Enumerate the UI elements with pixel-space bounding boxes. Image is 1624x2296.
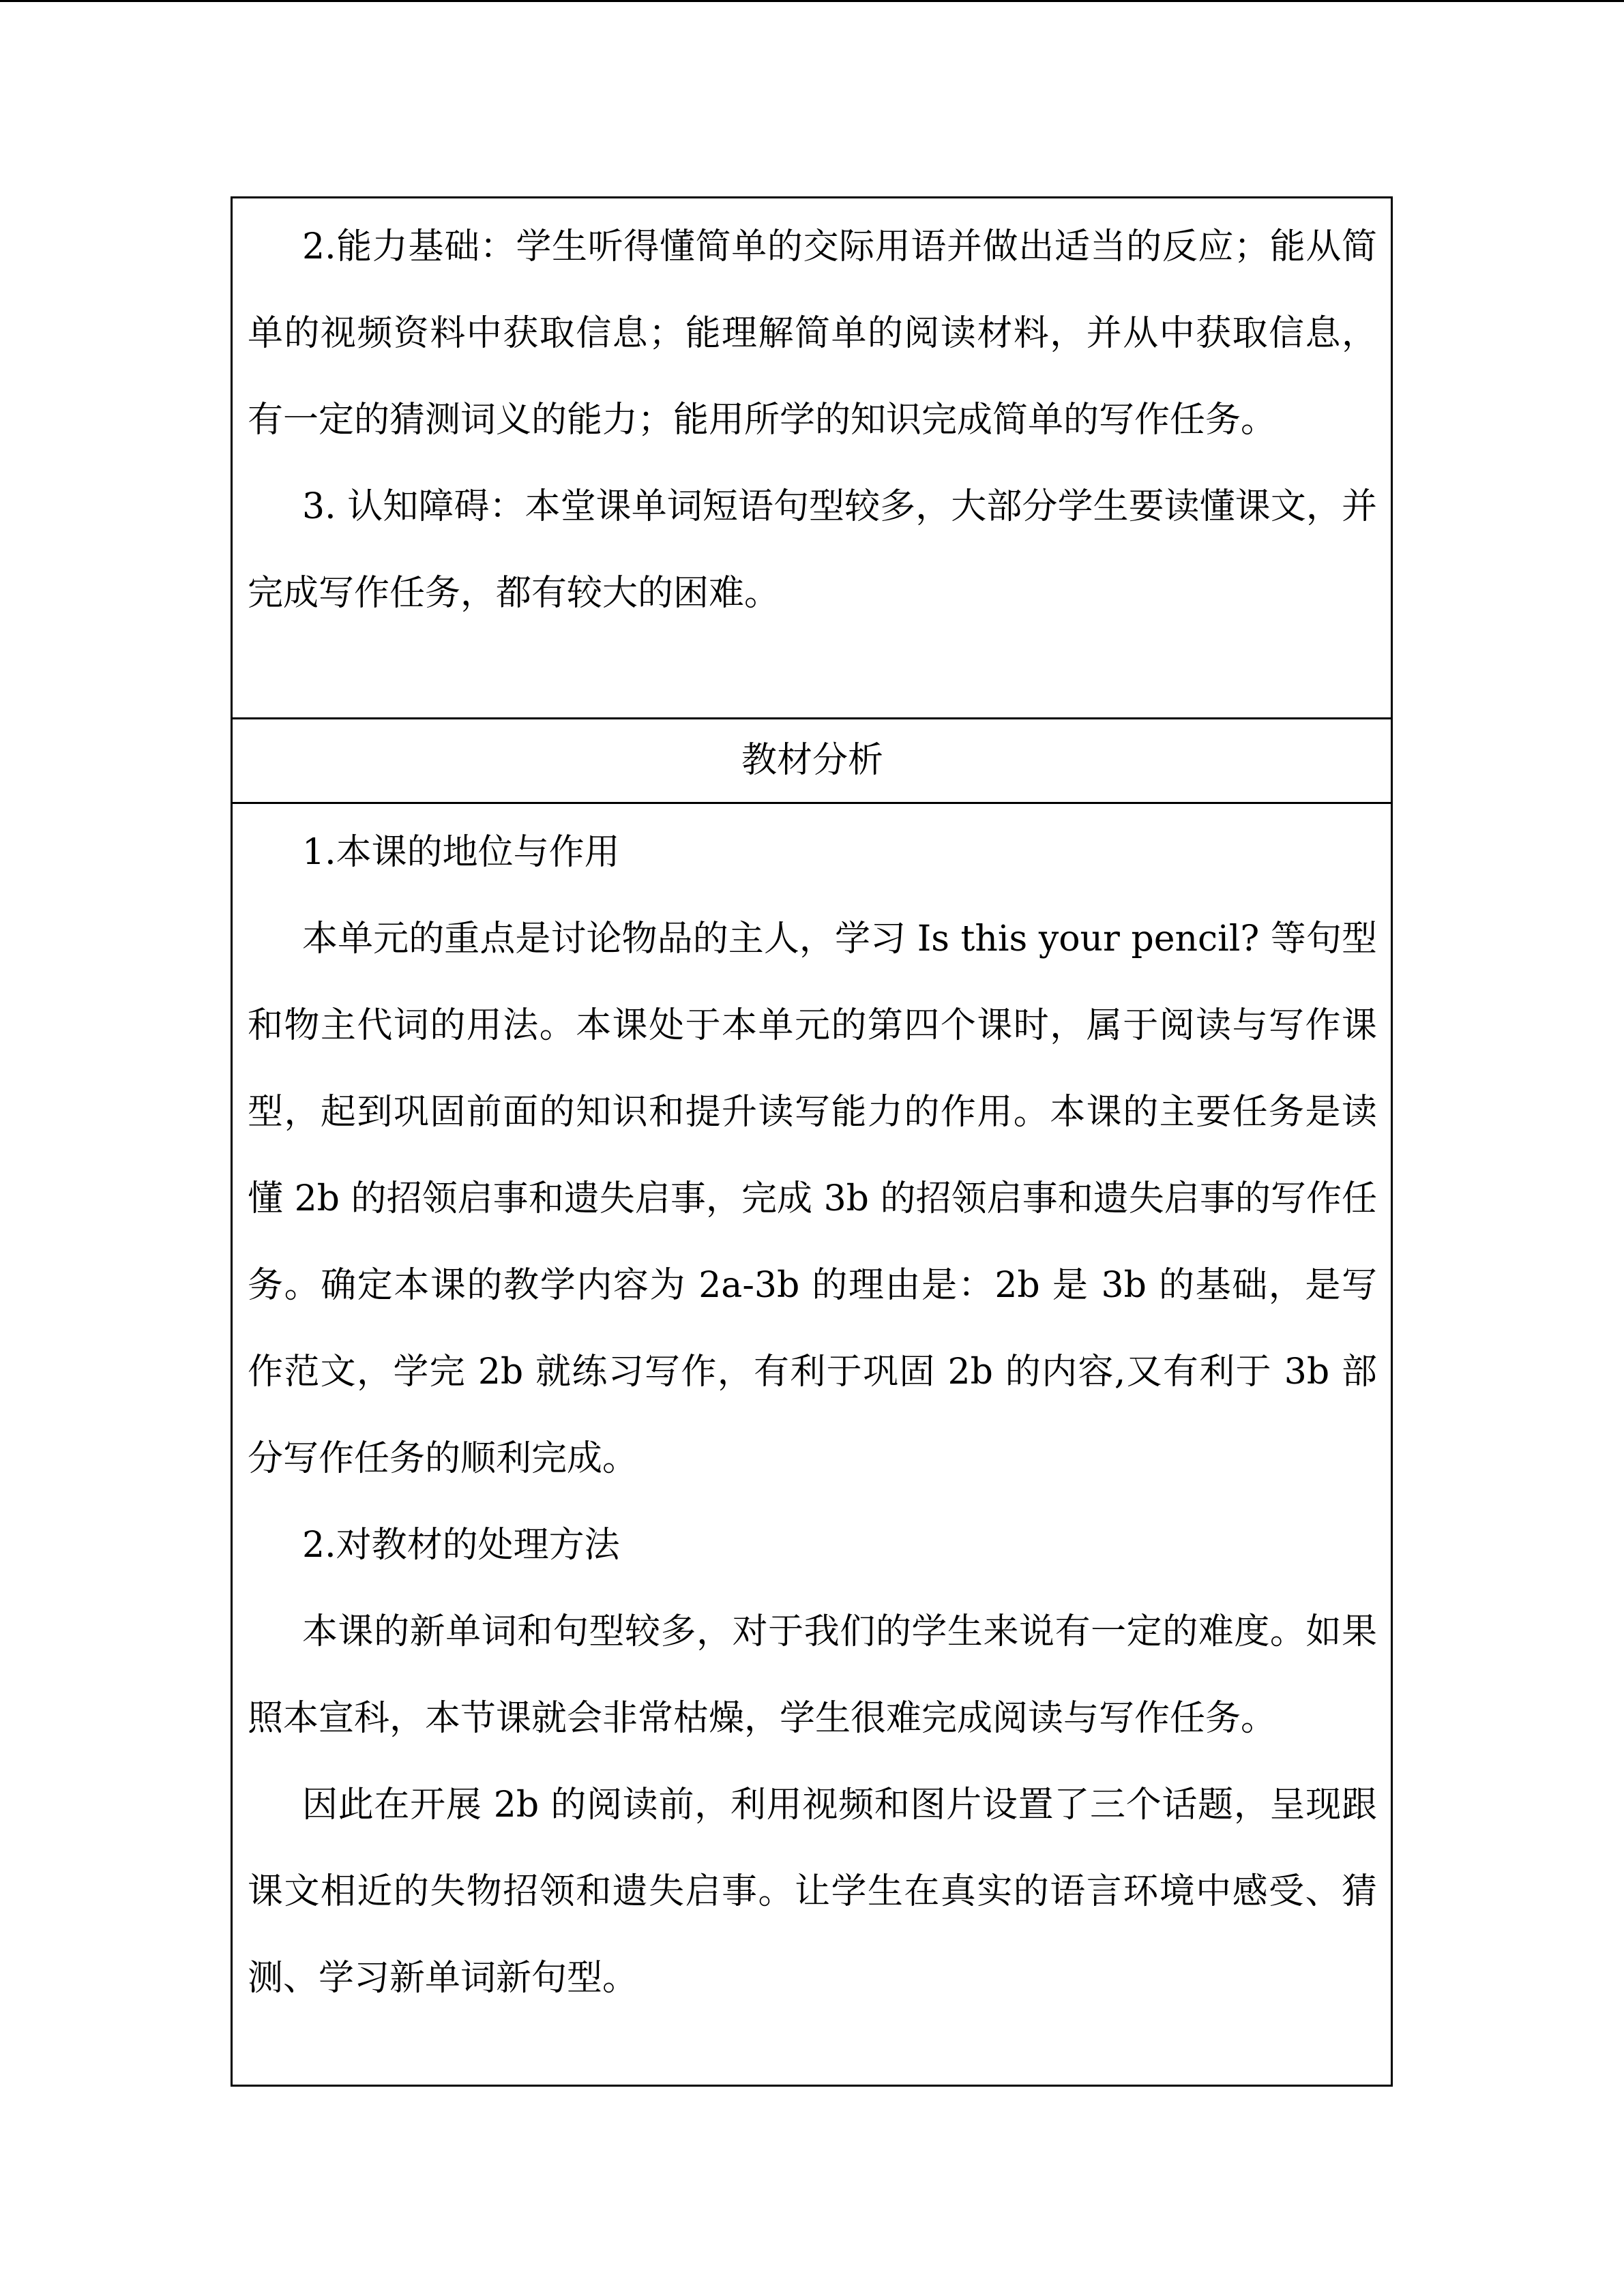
textbook-analysis-cell bbox=[232, 803, 1392, 2086]
cognitive-obstacle-paragraph: 3. 认知障碍：本堂课单词短语句型较多，大部分学生要读懂课文，并完成写作任务，都有较大的困难。 bbox=[248, 486, 1377, 614]
ability-basis-paragraph: 2.能力基础：学生听得懂简单的交际用语并做出适当的反应；能从简单的视频资料中获取信息；能理解简单的阅读材料，并从中获取信息，有一定的猜测词义的能力；能用所学的知识完成简单的写作任务。 bbox=[248, 226, 1377, 441]
processing-method-subheading: 2.对教材的处理方法 bbox=[302, 1525, 620, 1566]
table-row-heading bbox=[232, 719, 1392, 803]
lesson-plan-table bbox=[231, 196, 1393, 2087]
table-row-student-analysis bbox=[232, 198, 1392, 719]
processing-method-paragraph: 本课的新单词和句型较多，对于我们的学生来说有一定的难度。如果照本宣科，本节课就会非常枯燥，学生很难完成阅读与写作任务。 bbox=[248, 1611, 1377, 1739]
student-analysis-cell bbox=[232, 198, 1392, 719]
page-top-border bbox=[0, 0, 1624, 2]
textbook-analysis-heading-cell bbox=[232, 719, 1392, 803]
textbook-analysis-heading: 教材分析 bbox=[741, 740, 883, 781]
reading-preparation-paragraph: 因此在开展 2b 的阅读前，利用视频和图片设置了三个话题，呈现跟课文相近的失物招领和遗失启事。让学生在真实的语言环境中感受、猜测、学习新单词新句型。 bbox=[248, 1785, 1377, 1999]
lesson-role-subheading: 1.本课的地位与作用 bbox=[302, 832, 620, 873]
lesson-role-paragraph: 本单元的重点是讨论物品的主人，学习 Is this your pencil? 等句型和物主代词的用法。本课处于本单元的第四个课时，属于阅读与写作课型，起到巩固前面的知识和提升读写能力的作用。本课的主要任务是读懂 2b 的招领启事和遗失启事，完成 3b 的招领启事和遗失启事的写作任务。确定本课的教学内容为 2a-3b 的理由是：2b 是 3b 的基础，是写作范文，学完 2b 就练习写作，有利于巩固 2b 的内容,又有利于 3b 部分写作任务的顺利完成。 bbox=[248, 919, 1377, 1479]
table-row-textbook-analysis bbox=[232, 803, 1392, 2086]
